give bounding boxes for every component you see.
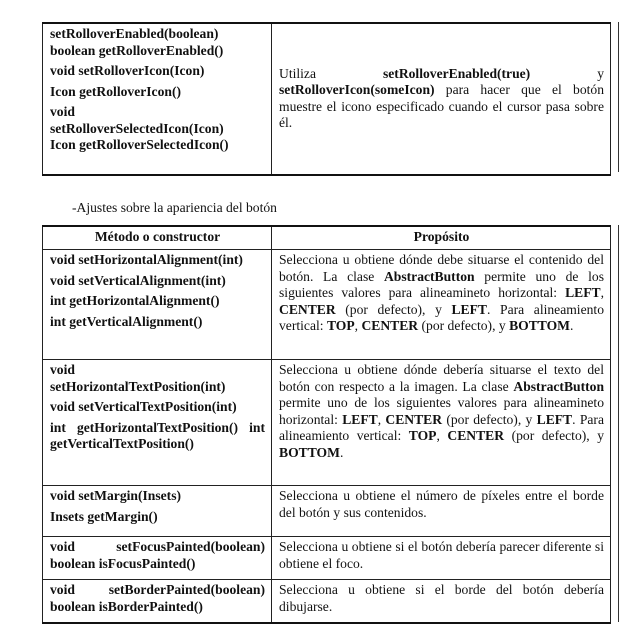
purpose-text: ,: [600, 285, 604, 300]
method-signature: void setHorizontalAlignment(int): [50, 252, 243, 267]
purpose-code-term: CENTER: [385, 411, 443, 427]
method-signature: setRolloverEnabled(boolean) boolean getRolloverEnabled(): [50, 26, 224, 58]
purpose-code-term: TOP: [326, 318, 355, 333]
purpose-cell: [272, 486, 611, 537]
method-signature: void setMargin(Insets): [50, 488, 182, 503]
purpose-cell: [272, 537, 611, 580]
method-cell: [43, 537, 272, 580]
purpose-text: .: [570, 318, 574, 333]
method-cell: [43, 580, 272, 624]
purpose-code-term: setRolloverIcon(someIcon): [279, 82, 435, 97]
rollover-methods-table: [42, 22, 611, 176]
method-signature: Insets getMargin(): [50, 508, 158, 524]
purpose-code-term: BOTTOM: [279, 444, 340, 460]
page-frame-line: [618, 225, 619, 622]
purpose-text: permite uno de los siguientes valores para alineamineto horizontal:: [279, 268, 604, 300]
method-cell: [43, 23, 272, 175]
method-signature: int getHorizontalTextPosition() int getVerticalTextPosition(): [50, 419, 265, 451]
purpose-text: (por defecto), y: [335, 301, 452, 317]
page-frame-line: [618, 22, 619, 172]
method-signature: void setHorizontalTextPosition(int): [50, 362, 226, 394]
header-purpose: Propósito: [272, 226, 611, 250]
method-cell: [43, 486, 272, 537]
purpose-code-term: LEFT: [536, 411, 573, 427]
purpose-code-term: LEFT: [565, 285, 601, 300]
purpose-code-term: AbstractButton: [383, 268, 475, 284]
purpose-code-term: CENTER: [279, 301, 336, 317]
table-header-row: [43, 226, 611, 250]
section-caption: -Ajustes sobre la apariencia del botón: [72, 200, 277, 215]
purpose-text: . Para alineamiento vertical:: [279, 301, 604, 333]
method-signature: Icon getRolloverIcon(): [50, 83, 181, 99]
method-signature: void setRolloverSelectedIcon(Icon) Icon getRolloverSelectedIcon(): [50, 104, 229, 152]
purpose-text: Selecciona u obtiene el número de píxeles entre el borde del botón y sus contenidos.: [279, 488, 604, 520]
method-signature: void setVerticalTextPosition(int): [50, 399, 237, 414]
method-signature: int getVerticalAlignment(): [50, 313, 203, 329]
purpose-text: Selecciona u obtiene dónde debería situarse el texto del botón con respecto a la imagen. La clase: [279, 362, 604, 394]
purpose-code-term: TOP: [408, 428, 437, 443]
table-row: [43, 23, 611, 175]
purpose-text: ,: [377, 411, 386, 427]
purpose-text: ,: [436, 428, 448, 443]
purpose-cell: [272, 23, 611, 175]
method-signature: void setFocusPainted(boolean) boolean isFocusPainted(): [50, 539, 265, 571]
purpose-text: (por defecto), y: [504, 428, 604, 443]
method-cell: [43, 250, 272, 360]
method-signature: int getHorizontalAlignment(): [50, 293, 220, 308]
purpose-cell: [272, 360, 611, 486]
method-signature: void setBorderPainted(boolean) boolean isBorderPainted(): [50, 582, 265, 614]
purpose-code-term: BOTTOM: [509, 318, 570, 333]
purpose-code-term: LEFT: [342, 411, 378, 427]
header-method: Método o constructor: [43, 226, 272, 250]
purpose-code-term: LEFT: [451, 301, 487, 317]
purpose-code-term: AbstractButton: [513, 378, 604, 394]
table-row: [43, 250, 611, 360]
purpose-text: para hacer que el botón muestre el icono especificado cuando el cursor pasa sobre él.: [279, 82, 604, 130]
purpose-text: permite uno de los siguientes valores para alineamineto horizontal:: [279, 395, 604, 427]
purpose-text: Selecciona u obtiene si el borde del botón debería dibujarse.: [279, 582, 604, 614]
purpose-text: Selecciona u obtiene dónde debe situarse el contenido del botón. La clase: [279, 252, 604, 284]
purpose-code-term: setRolloverEnabled(true): [382, 65, 531, 81]
table-row: [43, 360, 611, 486]
purpose-text: ,: [354, 318, 362, 333]
purpose-text: .: [339, 444, 344, 460]
purpose-cell: [272, 580, 611, 624]
method-cell: [43, 360, 272, 486]
purpose-text: Utiliza: [279, 65, 383, 81]
method-signature: void setRolloverIcon(Icon): [50, 63, 205, 78]
purpose-text: Selecciona u obtiene si el botón debería parecer diferente si obtiene el foco.: [279, 539, 604, 571]
purpose-cell: [272, 250, 611, 360]
table-row: [43, 486, 611, 537]
table-row: [43, 537, 611, 580]
method-signature: void setVerticalAlignment(int): [50, 272, 226, 288]
purpose-code-term: CENTER: [361, 318, 419, 333]
purpose-code-term: CENTER: [447, 428, 505, 443]
appearance-methods-table: [42, 225, 611, 624]
table-row: [43, 580, 611, 624]
purpose-text: . Para alineamiento vertical:: [279, 411, 604, 443]
purpose-text: y: [530, 65, 604, 81]
purpose-text: (por defecto), y: [442, 411, 537, 427]
purpose-text: (por defecto), y: [418, 318, 510, 333]
